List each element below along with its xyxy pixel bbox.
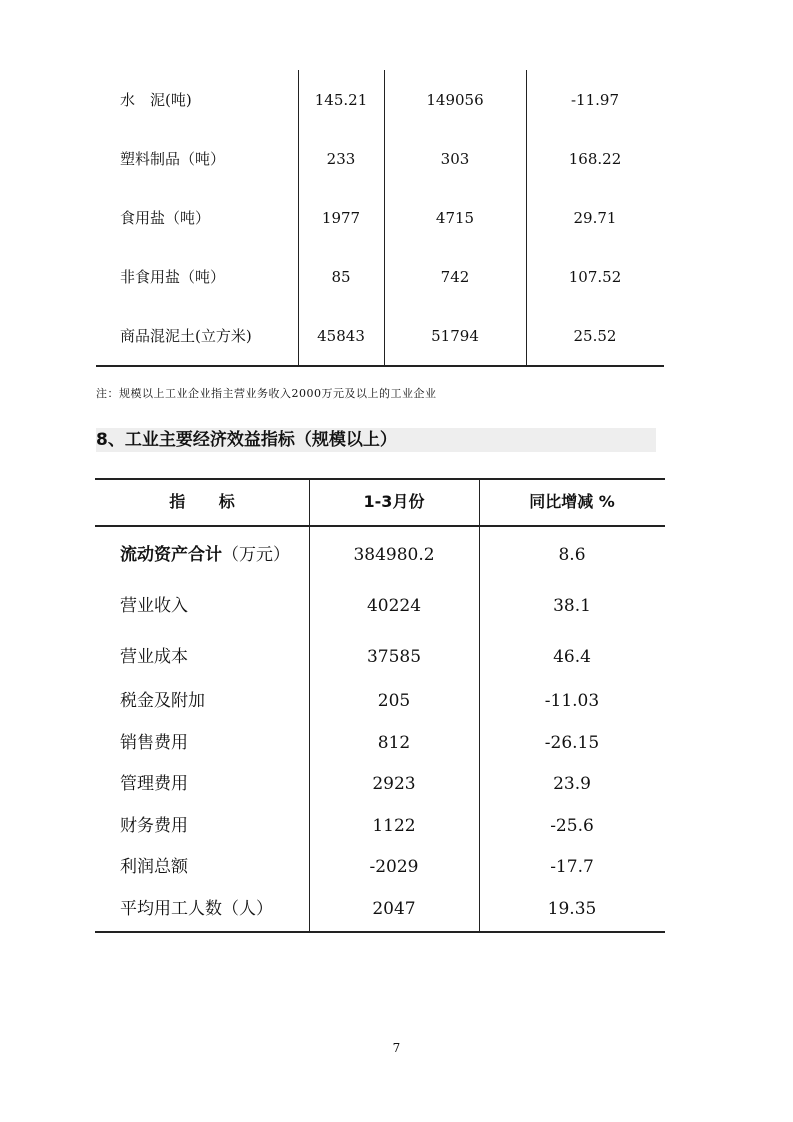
output-table-continued (96, 70, 664, 367)
row-value: 149056 (426, 91, 484, 109)
row-value: 303 (440, 150, 470, 168)
table-bottom-rule (96, 365, 664, 367)
row-label: 平均用工人数（人） (120, 899, 273, 919)
row-value: 8.6 (558, 545, 586, 565)
table-row (95, 642, 665, 672)
table-row (95, 686, 665, 716)
row-value: -17.7 (550, 857, 594, 877)
row-value: 51794 (431, 327, 479, 345)
table-row (95, 591, 665, 621)
row-label: 管理费用 (120, 774, 188, 794)
row-value: 168.22 (568, 150, 622, 168)
section-heading: 8、工业主要经济效益指标（规模以上） (96, 428, 656, 452)
table-row (95, 894, 665, 924)
row-label: 水 泥(吨) (120, 91, 192, 109)
row-value: 2047 (372, 899, 416, 919)
table-row (96, 85, 664, 115)
row-value: 233 (326, 150, 356, 168)
table-row (95, 769, 665, 799)
row-value: 46.4 (553, 647, 591, 667)
table-row (95, 811, 665, 841)
row-value: 40224 (366, 596, 422, 616)
row-value: 145.21 (314, 91, 368, 109)
row-value: 37585 (366, 647, 422, 667)
header-period: 1-3月份 (363, 492, 425, 511)
table-footnote: 注：规模以上工业企业指主营业务收入2000万元及以上的工业企业 (96, 387, 437, 400)
row-value: 384980.2 (353, 545, 435, 565)
row-value: -11.97 (570, 91, 619, 109)
row-value: 38.1 (553, 596, 591, 616)
row-value: 205 (377, 691, 411, 711)
table-bottom-rule (95, 931, 665, 933)
row-value: 85 (331, 268, 351, 286)
row-value: 4715 (435, 209, 475, 227)
table-row (95, 852, 665, 882)
row-value: 19.35 (547, 899, 597, 919)
row-label: 营业成本 (120, 647, 188, 667)
row-value: -11.03 (544, 691, 600, 711)
header-yoy-change: 同比增减 % (529, 492, 615, 511)
table-row (96, 321, 664, 351)
row-value: 812 (377, 733, 411, 753)
table-row (95, 728, 665, 758)
row-value: -26.15 (544, 733, 600, 753)
row-label-unit: （万元） (222, 545, 290, 565)
table-row (96, 144, 664, 174)
row-label: 税金及附加 (120, 691, 205, 711)
row-label: 商品混泥土(立方米) (120, 327, 252, 345)
row-value: 25.52 (573, 327, 617, 345)
row-label: 营业收入 (120, 596, 188, 616)
row-value: -2029 (369, 857, 419, 877)
row-value: -25.6 (550, 816, 594, 836)
row-value: 2923 (372, 774, 416, 794)
row-value: 107.52 (568, 268, 622, 286)
row-label-strong: 流动资产合计 (120, 545, 222, 565)
page-number: 7 (392, 1041, 401, 1055)
row-value: 742 (440, 268, 470, 286)
row-value: 29.71 (573, 209, 617, 227)
row-value: 45843 (317, 327, 365, 345)
table-row (95, 540, 665, 570)
row-value: 1977 (321, 209, 361, 227)
row-value: 1122 (372, 816, 416, 836)
row-value: 23.9 (553, 774, 591, 794)
economic-indicators-table (95, 478, 665, 933)
table-row (96, 262, 664, 292)
row-label: 非食用盐（吨） (120, 268, 226, 286)
row-label: 利润总额 (120, 857, 188, 877)
row-label (120, 540, 320, 570)
row-label: 销售费用 (120, 733, 188, 753)
row-label: 食用盐（吨） (120, 209, 211, 227)
table-row (96, 203, 664, 233)
header-indicator: 指 标 (169, 492, 235, 511)
table-header-rule (95, 525, 665, 527)
row-label: 塑料制品（吨） (120, 150, 226, 168)
row-label: 财务费用 (120, 816, 188, 836)
